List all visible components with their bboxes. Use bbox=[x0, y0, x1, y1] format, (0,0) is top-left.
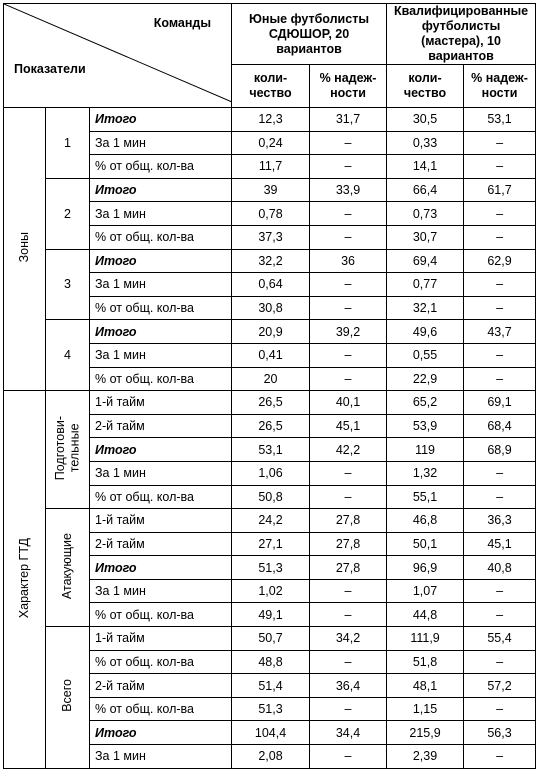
row-label: Итого bbox=[90, 249, 232, 273]
value-cell: 50,8 bbox=[232, 485, 310, 509]
value-cell: 30,7 bbox=[387, 225, 464, 249]
value-cell: – bbox=[464, 155, 536, 179]
value-cell: 22,9 bbox=[387, 367, 464, 391]
value-cell: – bbox=[310, 485, 387, 509]
value-cell: – bbox=[464, 202, 536, 226]
value-cell: – bbox=[464, 579, 536, 603]
value-cell: 48,8 bbox=[232, 650, 310, 674]
value-cell: – bbox=[310, 367, 387, 391]
value-cell: 43,7 bbox=[464, 320, 536, 344]
row-label: За 1 мин bbox=[90, 343, 232, 367]
value-cell: – bbox=[310, 603, 387, 627]
value-cell: 37,3 bbox=[232, 225, 310, 249]
zone-number: 2 bbox=[46, 178, 90, 249]
value-cell: 20,9 bbox=[232, 320, 310, 344]
gtd-label bbox=[4, 391, 46, 769]
value-cell: 11,7 bbox=[232, 155, 310, 179]
value-cell: – bbox=[464, 273, 536, 297]
zone-number: 1 bbox=[46, 108, 90, 179]
sub-header-reliability: % надеж-ности bbox=[464, 65, 536, 108]
value-cell: 61,7 bbox=[464, 178, 536, 202]
value-cell: 39,2 bbox=[310, 320, 387, 344]
row-label: % от общ. кол-ва bbox=[90, 697, 232, 721]
table-row bbox=[4, 249, 536, 273]
value-cell: 55,4 bbox=[464, 627, 536, 651]
value-cell: – bbox=[464, 697, 536, 721]
value-cell: – bbox=[310, 579, 387, 603]
gtd-group-text: Всего bbox=[60, 679, 75, 713]
value-cell: 14,1 bbox=[387, 155, 464, 179]
value-cell: 57,2 bbox=[464, 674, 536, 698]
gtd-group-label bbox=[46, 391, 90, 509]
stats-table bbox=[3, 3, 536, 769]
value-cell: 34,4 bbox=[310, 721, 387, 745]
value-cell: 33,9 bbox=[310, 178, 387, 202]
value-cell: 27,8 bbox=[310, 532, 387, 556]
value-cell: 26,5 bbox=[232, 391, 310, 415]
value-cell: 68,4 bbox=[464, 414, 536, 438]
value-cell: 12,3 bbox=[232, 108, 310, 132]
value-cell: 0,33 bbox=[387, 131, 464, 155]
value-cell: 32,2 bbox=[232, 249, 310, 273]
row-label: Итого bbox=[90, 556, 232, 580]
value-cell: 34,2 bbox=[310, 627, 387, 651]
value-cell: – bbox=[310, 461, 387, 485]
value-cell: – bbox=[310, 202, 387, 226]
gtd-group-label bbox=[46, 627, 90, 769]
value-cell: 0,55 bbox=[387, 343, 464, 367]
value-cell: 56,3 bbox=[464, 721, 536, 745]
value-cell: 48,1 bbox=[387, 674, 464, 698]
row-label: За 1 мин bbox=[90, 131, 232, 155]
value-cell: 104,4 bbox=[232, 721, 310, 745]
value-cell: – bbox=[310, 155, 387, 179]
value-cell: 51,4 bbox=[232, 674, 310, 698]
table-row bbox=[4, 509, 536, 533]
value-cell: 44,8 bbox=[387, 603, 464, 627]
value-cell: 24,2 bbox=[232, 509, 310, 533]
value-cell: 51,3 bbox=[232, 697, 310, 721]
value-cell: – bbox=[310, 343, 387, 367]
sub-header-count: коли-чество bbox=[387, 65, 464, 108]
value-cell: 68,9 bbox=[464, 438, 536, 462]
value-cell: 1,32 bbox=[387, 461, 464, 485]
row-label: % от общ. кол-ва bbox=[90, 485, 232, 509]
value-cell: 42,2 bbox=[310, 438, 387, 462]
row-label: Итого bbox=[90, 178, 232, 202]
value-cell: 40,8 bbox=[464, 556, 536, 580]
row-label: За 1 мин bbox=[90, 461, 232, 485]
value-cell: 215,9 bbox=[387, 721, 464, 745]
value-cell: 96,9 bbox=[387, 556, 464, 580]
table-row bbox=[4, 320, 536, 344]
value-cell: 50,1 bbox=[387, 532, 464, 556]
row-label: % от общ. кол-ва bbox=[90, 225, 232, 249]
value-cell: – bbox=[464, 745, 536, 769]
table-row bbox=[4, 627, 536, 651]
row-label: Итого bbox=[90, 438, 232, 462]
sub-header-count: коли-чество bbox=[232, 65, 310, 108]
row-label: 2-й тайм bbox=[90, 674, 232, 698]
value-cell: – bbox=[464, 367, 536, 391]
value-cell: – bbox=[464, 131, 536, 155]
row-label: 1-й тайм bbox=[90, 509, 232, 533]
value-cell: 0,64 bbox=[232, 273, 310, 297]
value-cell: 45,1 bbox=[310, 414, 387, 438]
value-cell: – bbox=[310, 225, 387, 249]
value-cell: – bbox=[310, 273, 387, 297]
value-cell: 30,8 bbox=[232, 296, 310, 320]
value-cell: 46,8 bbox=[387, 509, 464, 533]
table-row bbox=[4, 108, 536, 132]
row-label: Итого bbox=[90, 721, 232, 745]
value-cell: – bbox=[310, 697, 387, 721]
zones-label-text: Зоны bbox=[17, 232, 32, 263]
params-header: Показатели bbox=[14, 62, 86, 76]
value-cell: 45,1 bbox=[464, 532, 536, 556]
value-cell: 2,08 bbox=[232, 745, 310, 769]
value-cell: 62,9 bbox=[464, 249, 536, 273]
value-cell: 53,1 bbox=[464, 108, 536, 132]
value-cell: 0,41 bbox=[232, 343, 310, 367]
group-header-youth: Юные футболисты СДЮШОР, 20 вариантов bbox=[232, 4, 387, 65]
value-cell: 2,39 bbox=[387, 745, 464, 769]
zones-label bbox=[4, 108, 46, 391]
value-cell: 36,4 bbox=[310, 674, 387, 698]
value-cell: – bbox=[464, 343, 536, 367]
value-cell: – bbox=[464, 296, 536, 320]
value-cell: 0,24 bbox=[232, 131, 310, 155]
value-cell: 0,77 bbox=[387, 273, 464, 297]
value-cell: 20 bbox=[232, 367, 310, 391]
value-cell: 27,1 bbox=[232, 532, 310, 556]
value-cell: 27,8 bbox=[310, 556, 387, 580]
sub-header-reliability: % надеж-ности bbox=[310, 65, 387, 108]
value-cell: 49,1 bbox=[232, 603, 310, 627]
value-cell: 36,3 bbox=[464, 509, 536, 533]
value-cell: 50,7 bbox=[232, 627, 310, 651]
group-header-masters: Квалифицированные футболисты (мастера), 10 вариантов bbox=[387, 4, 536, 65]
row-label: За 1 мин bbox=[90, 745, 232, 769]
value-cell: 53,9 bbox=[387, 414, 464, 438]
row-label: 2-й тайм bbox=[90, 414, 232, 438]
zone-number: 3 bbox=[46, 249, 90, 320]
gtd-group-text: Атакующие bbox=[60, 533, 75, 600]
row-label: 1-й тайм bbox=[90, 627, 232, 651]
value-cell: 69,4 bbox=[387, 249, 464, 273]
row-label: 1-й тайм bbox=[90, 391, 232, 415]
value-cell: 51,3 bbox=[232, 556, 310, 580]
value-cell: 30,5 bbox=[387, 108, 464, 132]
value-cell: – bbox=[464, 603, 536, 627]
value-cell: 1,02 bbox=[232, 579, 310, 603]
value-cell: 1,15 bbox=[387, 697, 464, 721]
value-cell: 36 bbox=[310, 249, 387, 273]
corner-header bbox=[4, 4, 232, 108]
value-cell: – bbox=[310, 131, 387, 155]
value-cell: – bbox=[464, 225, 536, 249]
row-label: % от общ. кол-ва bbox=[90, 650, 232, 674]
value-cell: 40,1 bbox=[310, 391, 387, 415]
value-cell: 39 bbox=[232, 178, 310, 202]
teams-header: Команды bbox=[153, 16, 212, 30]
value-cell: – bbox=[464, 485, 536, 509]
value-cell: – bbox=[310, 296, 387, 320]
value-cell: 0,78 bbox=[232, 202, 310, 226]
row-label: % от общ. кол-ва bbox=[90, 296, 232, 320]
gtd-group-label bbox=[46, 509, 90, 627]
value-cell: 32,1 bbox=[387, 296, 464, 320]
value-cell: 49,6 bbox=[387, 320, 464, 344]
row-label: За 1 мин bbox=[90, 202, 232, 226]
value-cell: – bbox=[464, 650, 536, 674]
value-cell: – bbox=[464, 461, 536, 485]
zone-number: 4 bbox=[46, 320, 90, 391]
value-cell: 27,8 bbox=[310, 509, 387, 533]
row-label: % от общ. кол-ва bbox=[90, 155, 232, 179]
row-label: За 1 мин bbox=[90, 579, 232, 603]
value-cell: – bbox=[310, 650, 387, 674]
row-label: % от общ. кол-ва bbox=[90, 603, 232, 627]
value-cell: 69,1 bbox=[464, 391, 536, 415]
value-cell: 1,07 bbox=[387, 579, 464, 603]
table-row bbox=[4, 391, 536, 415]
value-cell: 66,4 bbox=[387, 178, 464, 202]
row-label: Итого bbox=[90, 108, 232, 132]
value-cell: 51,8 bbox=[387, 650, 464, 674]
value-cell: 53,1 bbox=[232, 438, 310, 462]
row-label: Итого bbox=[90, 320, 232, 344]
row-label: За 1 мин bbox=[90, 273, 232, 297]
value-cell: 1,06 bbox=[232, 461, 310, 485]
value-cell: – bbox=[310, 745, 387, 769]
value-cell: 55,1 bbox=[387, 485, 464, 509]
value-cell: 119 bbox=[387, 438, 464, 462]
table-row bbox=[4, 178, 536, 202]
gtd-label-text: Характер ГТД bbox=[17, 537, 32, 618]
gtd-group-text: Подготови- тельные bbox=[53, 415, 82, 481]
value-cell: 111,9 bbox=[387, 627, 464, 651]
value-cell: 0,73 bbox=[387, 202, 464, 226]
row-label: % от общ. кол-ва bbox=[90, 367, 232, 391]
value-cell: 65,2 bbox=[387, 391, 464, 415]
value-cell: 31,7 bbox=[310, 108, 387, 132]
row-label: 2-й тайм bbox=[90, 532, 232, 556]
value-cell: 26,5 bbox=[232, 414, 310, 438]
